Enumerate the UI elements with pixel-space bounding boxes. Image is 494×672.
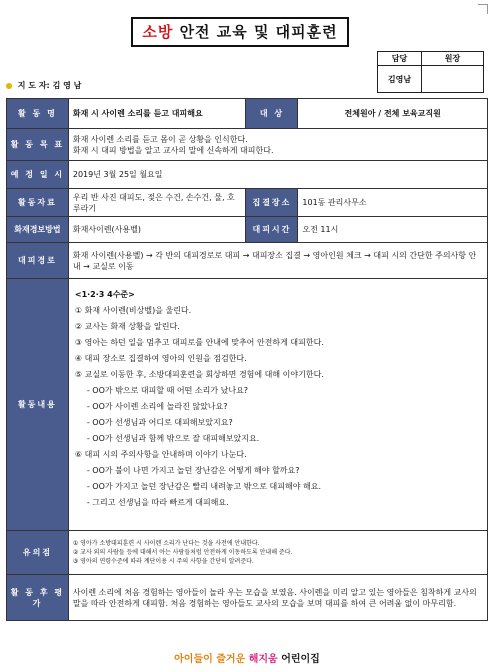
activity-level: <1·2·3 4수준>	[74, 290, 135, 299]
activity-step: ⑥ 대피 시의 주의사항을 안내하며 이야기 나눈다.	[74, 450, 247, 459]
footer-part3: 어린이집	[281, 654, 320, 665]
activity-question: - OO가 사이렌 소리에 놀라진 않았나요?	[86, 402, 228, 411]
title-rest: 안전 교육 및 대피훈련	[179, 23, 338, 41]
label-activity-name: 활 동 명	[7, 99, 69, 129]
value-place: 101동 관리사무소	[298, 189, 488, 217]
activity-question: - 그리고 선생님을 따라 빠르게 대피해요.	[86, 498, 229, 507]
label-caution: 유의점	[7, 531, 69, 575]
approval-head-2: 원장	[422, 52, 484, 66]
bullet-dot-icon	[6, 83, 12, 89]
value-alarm: 화재사이렌(사용벨)	[68, 217, 246, 243]
label-target: 대 상	[246, 99, 298, 129]
caution-line: ① 영아가 소방대피훈련 시 사이렌 소리가 난다는 것을 사전에 안내한다.	[72, 540, 260, 547]
value-activity-name: 화재 시 사이렌 소리를 듣고 대피해요	[68, 99, 246, 129]
approval-head-1: 담당	[378, 52, 422, 66]
value-evaluation: 사이렌 소리에 처음 경험하는 영아들이 놀라 우는 모습을 보였음. 사이렌을 미리 알고 있는 영아들은 침착하게 교사의 말을 따라 안전하게 대피함. 처음 경험하는 영아들도 교사의 모습을 보며 대피를 하여 큰 어려움 없이 마무리함.	[68, 575, 487, 621]
activity-step: ③ 영아는 하던 일을 멈추고 대피로를 안내에 맞추어 안전하게 대피한다.	[74, 338, 324, 347]
caution-line: ② 교사 외의 사람들 등에 대해서 아는 사람들처럼 안전하게 이동하도록 안내해 준다.	[72, 549, 293, 556]
label-date: 예 정 일 시	[7, 161, 69, 189]
activity-step: ① 화재 사이렌(비상벨)을 울린다.	[74, 306, 192, 315]
teacher-line	[6, 80, 81, 91]
plan-table	[6, 98, 488, 621]
row-evaluation	[7, 575, 488, 621]
activity-question: - OO가 불이 나면 가지고 놀던 장난감은 어떻게 해야 할까요?	[86, 466, 300, 475]
value-date: 2019년 3월 25일 월요일	[68, 161, 487, 189]
footer-part1: 아이들이 즐거운	[174, 654, 246, 665]
footer-brand	[0, 650, 494, 665]
value-target: 전체원아 / 전체 보육교직원	[298, 99, 488, 129]
value-materials: 우리 반 사진 대피도, 젖은 수건, 손수건, 물, 호루라기	[68, 189, 246, 217]
activity-question: - OO가 밖으로 대피할 때 어떤 소리가 났나요?	[86, 386, 249, 395]
value-caution	[68, 531, 487, 575]
row-date	[7, 161, 488, 189]
value-activity	[68, 279, 487, 531]
approval-box	[377, 51, 484, 93]
footer-part2: 해지움	[248, 654, 278, 665]
label-evaluation: 활 동 후 평 가	[7, 575, 69, 621]
teacher-name: 김 영 남	[52, 81, 82, 90]
caution-line: ③ 영아의 연령수준에 따라 계단이용 시 주의 사항을 간단히 알려준다.	[72, 558, 254, 565]
page-corner-mark	[478, 4, 488, 14]
activity-question: - OO가 선생님과 어디로 대피해보았지요?	[86, 418, 233, 427]
activity-step: ④ 대피 장소로 집결하여 영아의 인원을 점검한다.	[74, 354, 247, 363]
value-time: 오전 11시	[298, 217, 488, 243]
activity-question: - OO가 가지고 놀던 장난감은 빨리 내려놓고 밖으로 대피해야 해요.	[86, 482, 321, 491]
activity-question: - OO가 선생님과 함께 밖으로 잘 대피해보았지요.	[86, 434, 260, 443]
approval-sign-1: 김영남	[378, 66, 422, 93]
goal-line: 화재 시 대피 방법을 알고 교사의 말에 신속하게 대피한다.	[72, 145, 274, 155]
row-activity-name	[7, 99, 488, 129]
approval-sign-2	[422, 66, 484, 93]
activity-step: ② 교사는 화재 상황을 알린다.	[74, 322, 180, 331]
row-goals	[7, 129, 488, 161]
activity-step: ⑤ 교실로 이동한 후, 소방대피훈련을 회상하면 경험에 대해 이야기한다.	[74, 370, 324, 379]
goal-line: 화재 사이렌 소리를 듣고 몸이 곧 상황을 인식한다.	[72, 134, 248, 144]
value-route: 화재 사이렌(사용벨) → 각 반의 대피경로로 대피 → 대피장소 집결 → 영아인원 체크 → 대피 시의 간단한 주의사항 안내 → 교실로 이동	[68, 243, 487, 279]
value-goals	[68, 129, 487, 161]
row-activity	[7, 279, 488, 531]
label-materials: 활동자료	[7, 189, 69, 217]
label-activity: 활동내용	[7, 279, 69, 531]
row-alarm	[7, 217, 488, 243]
title-accent: 소방	[142, 23, 174, 41]
label-alarm: 화재경보방법	[7, 217, 69, 243]
row-caution	[7, 531, 488, 575]
label-route: 대피경로	[7, 243, 69, 279]
teacher-label: 지 도 자:	[17, 81, 50, 90]
row-route	[7, 243, 488, 279]
document-title	[131, 17, 349, 47]
label-place: 집결장소	[246, 189, 298, 217]
label-time: 대피시간	[246, 217, 298, 243]
label-goals: 활 동 목 표	[7, 129, 69, 161]
row-materials	[7, 189, 488, 217]
